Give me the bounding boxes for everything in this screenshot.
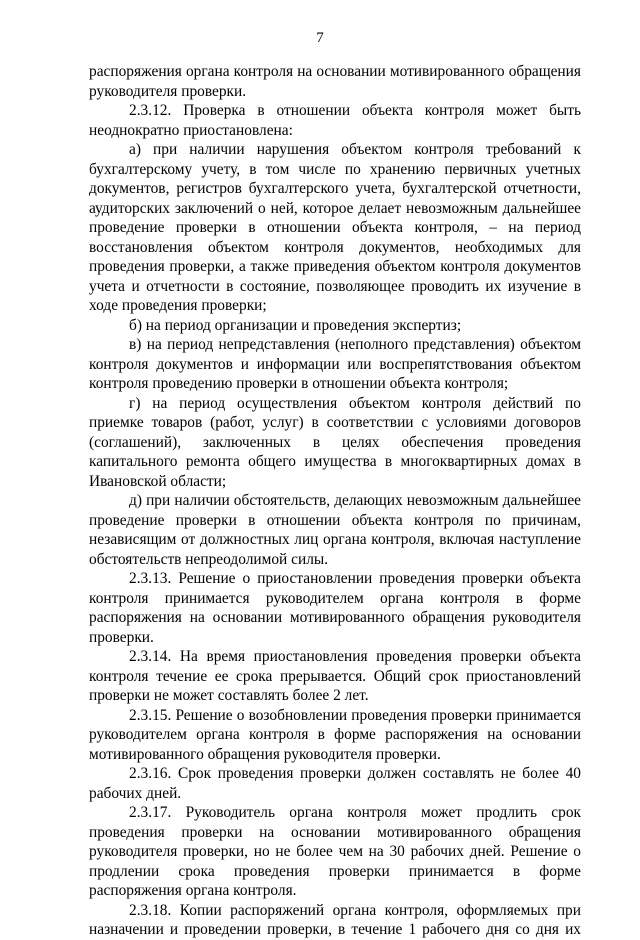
paragraph-item-d: д) при наличии обстоятельств, делающих невозможным дальнейшее проведение проверки в отношении объекта контроля по причинам, независящим от должностных лиц органа контроля, включая наступление обстоятельств непреодолимой силы. [89,492,581,568]
paragraph-2-3-17: 2.3.17. Руководитель органа контроля может продлить срок проведения проверки на основании мотивированного обращения руководителя проверки, но не более чем на 30 рабочих дней. Решение о продлении срока проведения проверки принимается в форме распоряжения органа контроля. [89,804,581,899]
paragraph-item-g: г) на период осуществления объектом контроля действий по приемке товаров (работ, услуг) в соответствии с условиями договоров (соглашений), заключенных в целях обеспечения проведения капитального ремонта общего имущества в многоквартирных домах в Ивановской области; [89,394,581,490]
paragraph-item-v: в) на период непредставления (неполного представления) объектом контроля документов и информации или воспрепятствования объектом контроля проведению проверки в отношении объекта контроля; [89,336,581,392]
paragraph-2-3-18: 2.3.18. Копии распоряжений органа контроля, оформляемых при назначении и проведении проверки, в течение 1 рабочего дня со дня их [89,901,581,938]
paragraph-2-3-16: 2.3.16. Срок проведения проверки должен составлять не более 40 рабочих дней. [89,765,581,802]
paragraph-2-3-12: 2.3.12. Проверка в отношении объекта контроля может быть неоднократно приостановлена: [89,102,581,139]
paragraph-item-b: б) на период организации и проведения экспертиз; [129,316,462,334]
page-number: 7 [316,30,324,46]
paragraph-item-a: а) при наличии нарушения объектом контроля требований к бухгалтерскому учету, в том числе по хранению первичных учетных документов, регистров бухгалтерского учета, бухгалтерской отчетности, аудиторских заключений о ней, которое делает невозможным дальнейшее проведение проверки в отношении объекта контроля, – на период восстановления объектом контроля документов, необходимых для проведения проверки, а также приведения объектом контроля документов учета и отчетности в состояние, позволяющее проводить их изучение в ходе проведения проверки; [89,141,581,314]
paragraph-2-3-13: 2.3.13. Решение о приостановлении проведения проверки объекта контроля принимается руководителем органа контроля в форме распоряжения на основании мотивированного обращения руководителя проверки. [89,570,581,646]
document-body [89,62,581,940]
paragraph-2-3-14: 2.3.14. На время приостановления проведения проверки объекта контроля течение ее срока прерывается. Общий срок приостановлений проверки не может составлять более 2 лет. [89,648,581,704]
paragraph-2-3-15: 2.3.15. Решение о возобновлении проведения проверки принимается руководителем органа контроля в форме распоряжения на основании мотивированного обращения руководителя проверки. [89,706,581,763]
paragraph-continuation: распоряжения органа контроля на основании мотивированного обращения руководителя проверки. [89,63,581,100]
